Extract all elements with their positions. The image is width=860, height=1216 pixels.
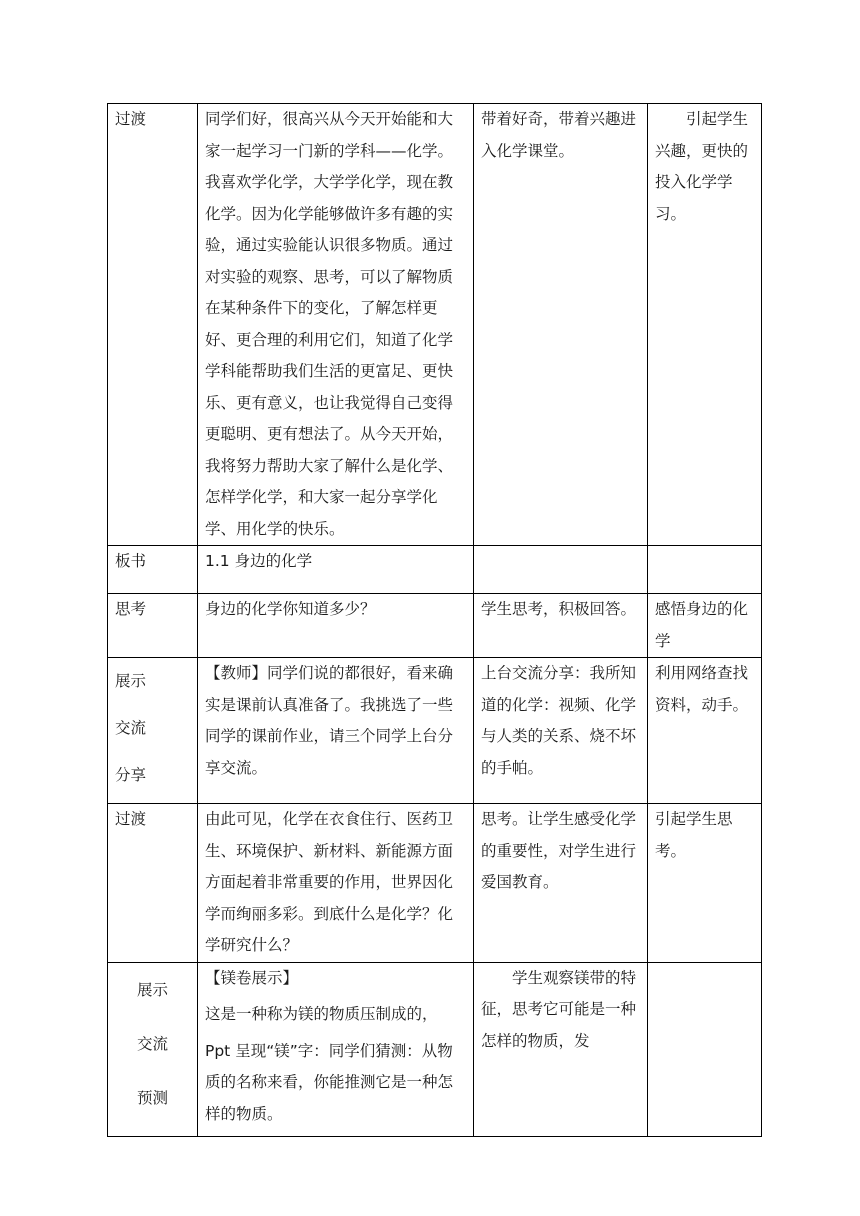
content-cell <box>198 962 474 1136</box>
student-activity-cell: 上台交流分享：我所知道的化学：视频、化学与人类的关系、烧不坏的手帕。 <box>474 658 648 804</box>
stage-cell: 过渡 <box>108 104 198 546</box>
content-line: 这是一种称为镁的物质压制成的， <box>205 1005 438 1023</box>
content-cell: 1.1 身边的化学 <box>198 546 474 594</box>
purpose-cell <box>648 962 762 1136</box>
student-activity-cell <box>474 546 648 594</box>
stage-cell <box>108 962 198 1136</box>
table-row <box>108 104 762 546</box>
student-activity-cell: 思考。让学生感受化学的重要性，对学生进行爱国教育。 <box>474 804 648 963</box>
lesson-plan-table <box>107 103 762 1137</box>
stage-cell <box>108 658 198 804</box>
content-cell: 同学们好，很高兴从今天开始能和大家一起学习一门新的学科——化学。我喜欢学化学，大学学化学，现在教化学。因为化学能够做许多有趣的实验，通过实验能认识很多物质。通过对实验的观察、思考，可以了解物质在某种条件下的变化，了解怎样更好、更合理的利用它们，知道了化学学科能帮助我们生活的更富足、更快乐、更有意义，也让我觉得自己变得更聪明、更有想法了。从今天开始，我将努力帮助大家了解什么是化学、怎样学化学，和大家一起分享学化学、用化学的快乐。 <box>198 104 474 546</box>
stage-line: 交流 <box>115 719 147 737</box>
content-cell: 【教师】同学们说的都很好，看来确实是课前认真准备了。我挑选了一些同学的课前作业，请三个同学上台分享交流。 <box>198 658 474 804</box>
stage-cell: 过渡 <box>108 804 198 963</box>
table-row <box>108 594 762 658</box>
stage-cell: 思考 <box>108 594 198 658</box>
table-row <box>108 804 762 963</box>
student-activity-cell: 带着好奇，带着兴趣进入化学课堂。 <box>474 104 648 546</box>
stage-line: 展示 <box>115 672 147 690</box>
purpose-cell: 引起学生兴趣，更快的投入化学学习。 <box>648 104 762 546</box>
stage-line: 交流 <box>136 1034 168 1053</box>
table-row <box>108 658 762 804</box>
student-activity-cell: 学生思考，积极回答。 <box>474 594 648 658</box>
table-row <box>108 546 762 594</box>
content-cell: 由此可见，化学在衣食住行、医药卫生、环境保护、新材料、新能源方面方面起着非常重要的作用，世界因化学而绚丽多彩。到底什么是化学？化学研究什么？ <box>198 804 474 963</box>
stage-line: 展示 <box>136 980 168 999</box>
content-line: Ppt 呈现“镁”字：同学们猜测：从物质的名称来看，你能推测它是一种怎样的物质。 <box>205 1041 454 1123</box>
purpose-cell: 利用网络查找资料，动手。 <box>648 658 762 804</box>
purpose-cell <box>648 546 762 594</box>
student-activity-cell: 学生观察镁带的特征，思考它可能是一种怎样的物质，发 <box>474 962 648 1136</box>
content-line: 【镁卷展示】 <box>205 968 299 987</box>
purpose-cell: 引起学生思考。 <box>648 804 762 963</box>
stage-line: 分享 <box>115 766 147 784</box>
stage-line: 预测 <box>136 1088 168 1107</box>
content-cell: 身边的化学你知道多少？ <box>198 594 474 658</box>
purpose-cell: 感悟身边的化学 <box>648 594 762 658</box>
stage-cell: 板书 <box>108 546 198 594</box>
table-row <box>108 962 762 1136</box>
